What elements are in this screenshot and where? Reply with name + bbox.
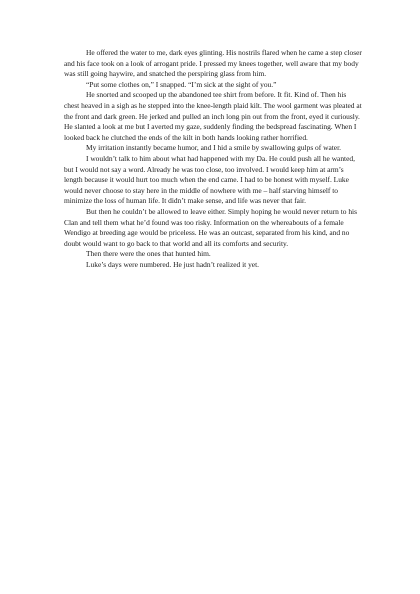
paragraph: He offered the water to me, dark eyes glinting. His nostrils flared when he came a step closer and his face took on a look of arrogant pride. I pressed my knees together, well aware that my body was still going haywire, and snatched the perspiring glass from him. [64, 48, 362, 79]
paragraph: “Put some clothes on,” I snapped. “I’m sick at the sight of you.” [86, 79, 277, 89]
paragraph: He snorted and scooped up the abandoned tee shirt from before. It fit. Kind of. Then his chest heaved in a sigh as he stepped into the knee-length plaid kilt. The wool garment was pleated at the front and dark green. He jerked and pulled an inch long pin out from the front, eyed it curiously. He slanted a look at me but I averted my gaze, suddenly finding the bedspread fascinating. When I looked back he clutched the ends of the kilt in both hands looking rather horrified. [64, 90, 362, 142]
paragraph: My irritation instantly became humor, and I hid a smile by swallowing gulps of water. [86, 143, 341, 153]
paragraph: Then there were the ones that hunted him. [86, 249, 211, 259]
paragraph: I wouldn’t talk to him about what had happened with my Da. He could push all he wanted, but I would not say a word. Already he was too close, too involved. I would keep him at arm’s length because it would hurt too much when the end came. I had to be honest with myself. Luke would never choose to stay here in the middle of nowhere with me – half starving himself to minimize the loss of human life. It didn’t make sense, and life was never that fair. [64, 153, 355, 206]
paragraph: Luke’s days were numbered. He just hadn’t realized it yet. [86, 259, 259, 269]
story-text [64, 48, 363, 270]
paragraph: But then he couldn’t be allowed to leave either. Simply hoping he would never return to his Clan and tell them what he’d found was too risky. Information on the whereabouts of a female Wendigo at breeding age would be priceless. He was an outcast, separated from his kind, and no doubt would want to go back to that world and all its comforts and security. [64, 206, 357, 248]
